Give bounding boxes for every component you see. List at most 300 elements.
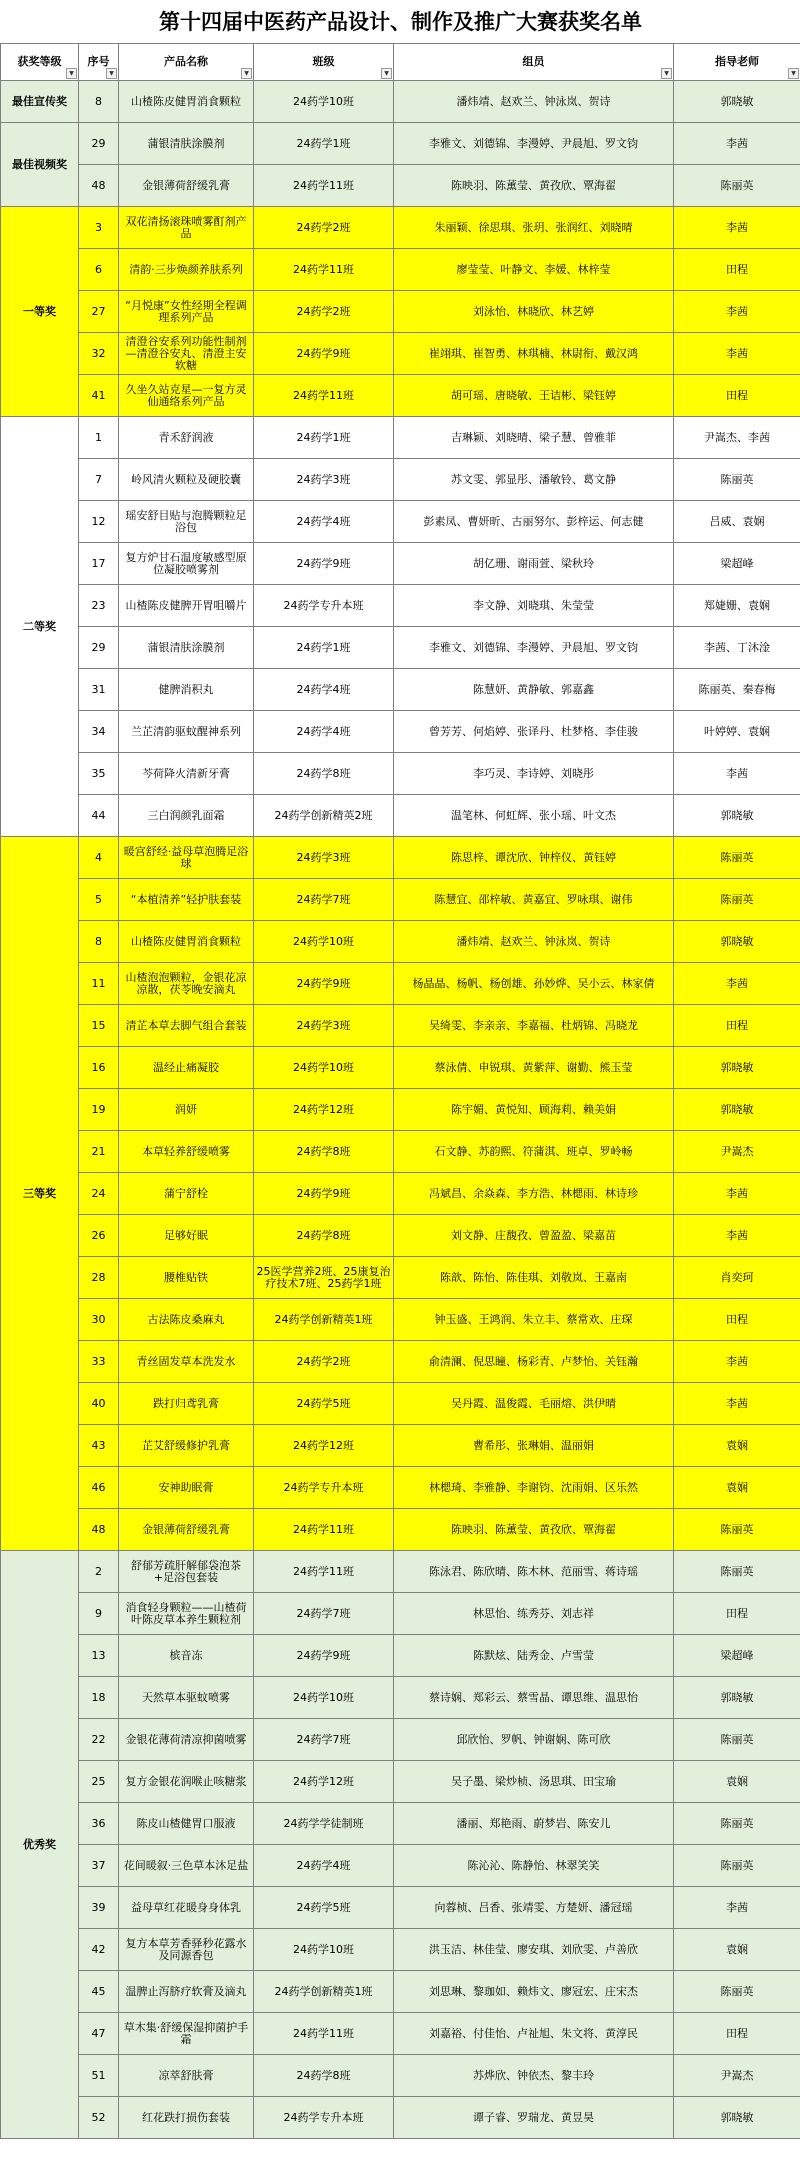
members-cell: 刘思琳、黎珈如、赖炜文、廖冠宏、庄宋杰 — [394, 1971, 674, 2013]
teacher-cell: 陈丽英 — [674, 837, 800, 879]
class-cell: 24药学11班 — [254, 2013, 394, 2055]
members-cell: 曾芳芳、何焰婷、张译丹、杜梦格、李佳骏 — [394, 711, 674, 753]
teacher-cell: 李茜 — [674, 963, 800, 1005]
table-row — [1, 1635, 800, 1677]
serial-number-cell: 2 — [79, 1551, 119, 1593]
filter-dropdown-icon[interactable]: ▼ — [381, 68, 392, 79]
members-cell: 刘泳怡、林晓欣、林艺婷 — [394, 291, 674, 333]
table-row — [1, 1593, 800, 1635]
serial-number-cell: 42 — [79, 1929, 119, 1971]
product-name-cell: 岭风清火颗粒及硬胶囊 — [119, 459, 254, 501]
members-cell: 钟玉盛、王鸿润、朱立丰、蔡常欢、庄琛 — [394, 1299, 674, 1341]
serial-number-cell: 19 — [79, 1089, 119, 1131]
table-row — [1, 1215, 800, 1257]
members-cell: 胡可瑶、唐晓敏、王诘彬、梁钰婷 — [394, 375, 674, 417]
product-name-cell: 温经止痛凝胶 — [119, 1047, 254, 1089]
serial-number-cell: 25 — [79, 1761, 119, 1803]
product-name-cell: 腰椎贴铁 — [119, 1257, 254, 1299]
table-row — [1, 1173, 800, 1215]
teacher-cell: 陈丽英 — [674, 879, 800, 921]
table-row — [1, 1257, 800, 1299]
header-name[interactable]: 产品名称 ▼ — [119, 44, 254, 81]
product-name-cell: 山楂陈皮健脾开胃咀嚼片 — [119, 585, 254, 627]
product-name-cell: 清芷本草去脚气组合套装 — [119, 1005, 254, 1047]
teacher-cell: 陈丽英 — [674, 1551, 800, 1593]
product-name-cell: 复方本草芳香驿秒花露水及同源香包 — [119, 1929, 254, 1971]
teacher-cell: 田程 — [674, 1005, 800, 1047]
table-row — [1, 837, 800, 879]
product-name-cell: 瑶安舒目贴与泡腾颗粒足浴包 — [119, 501, 254, 543]
members-cell: 李雅文、刘德锦、李漫婷、尹晨旭、罗文钧 — [394, 627, 674, 669]
product-name-cell: 红花跌打损伤套装 — [119, 2097, 254, 2139]
class-cell: 24药学7班 — [254, 1719, 394, 1761]
members-cell: 陈映羽、陈薰莹、黄孜欣、覃海翟 — [394, 165, 674, 207]
serial-number-cell: 3 — [79, 207, 119, 249]
teacher-cell: 陈丽英 — [674, 459, 800, 501]
members-cell: 曹希彤、张琳娟、温丽娟 — [394, 1425, 674, 1467]
serial-number-cell: 46 — [79, 1467, 119, 1509]
teacher-cell: 尹嵩杰 — [674, 2055, 800, 2097]
table-row — [1, 375, 800, 417]
class-cell: 24药学10班 — [254, 1929, 394, 1971]
product-name-cell: 天然草本驱蚊喷雾 — [119, 1677, 254, 1719]
table-row — [1, 291, 800, 333]
serial-number-cell: 21 — [79, 1131, 119, 1173]
filter-dropdown-icon[interactable]: ▼ — [241, 68, 252, 79]
serial-number-cell: 11 — [79, 963, 119, 1005]
members-cell: 林楒琦、李雅静、李谢钧、沈雨娟、区乐然 — [394, 1467, 674, 1509]
members-cell: 崔翊琪、崔智勇、林琪楠、林尉衔、戴汉鸿 — [394, 333, 674, 375]
members-cell: 李文静、刘晓琪、朱莹莹 — [394, 585, 674, 627]
teacher-cell: 陈丽英 — [674, 1971, 800, 2013]
award-level-cell: 一等奖 — [1, 207, 79, 417]
serial-number-cell: 32 — [79, 333, 119, 375]
serial-number-cell: 41 — [79, 375, 119, 417]
members-cell: 冯斌昌、余焱森、李方浩、林楒雨、林诗珍 — [394, 1173, 674, 1215]
serial-number-cell: 9 — [79, 1593, 119, 1635]
class-cell: 24药学10班 — [254, 1677, 394, 1719]
teacher-cell: 尹嵩杰、李茜 — [674, 417, 800, 459]
teacher-cell: 田程 — [674, 1593, 800, 1635]
product-name-cell: “月悦康”女性经期全程调理系列产品 — [119, 291, 254, 333]
teacher-cell: 尹嵩杰 — [674, 1131, 800, 1173]
class-cell: 24药学3班 — [254, 1005, 394, 1047]
members-cell: 杨晶晶、杨帆、杨创雄、孙妙烨、吴小云、林家倩 — [394, 963, 674, 1005]
table-row — [1, 501, 800, 543]
table-row — [1, 2055, 800, 2097]
teacher-cell: 袁娴 — [674, 1929, 800, 1971]
product-name-cell: 蒲银清肤涂膜剂 — [119, 627, 254, 669]
table-row — [1, 165, 800, 207]
class-cell: 24药学10班 — [254, 1047, 394, 1089]
table-row — [1, 1971, 800, 2013]
class-cell: 24药学12班 — [254, 1425, 394, 1467]
teacher-cell: 袁娴 — [674, 1761, 800, 1803]
product-name-cell: 安神助眠膏 — [119, 1467, 254, 1509]
product-name-cell: 山楂陈皮健胃消食颗粒 — [119, 921, 254, 963]
class-cell: 24药学7班 — [254, 1593, 394, 1635]
table-row — [1, 123, 800, 165]
product-name-cell: 草木集·舒缓保湿抑菌护手霜 — [119, 2013, 254, 2055]
class-cell: 24药学4班 — [254, 501, 394, 543]
serial-number-cell: 51 — [79, 2055, 119, 2097]
header-teacher[interactable]: 指导老师 ▼ — [674, 44, 800, 81]
product-name-cell: 复方炉甘石温度敏感型原位凝胶喷雾剂 — [119, 543, 254, 585]
table-row — [1, 1341, 800, 1383]
teacher-cell: 郭晓敏 — [674, 1089, 800, 1131]
product-name-cell: 舒郁芳疏肝解郁袋泡茶+足浴包套装 — [119, 1551, 254, 1593]
serial-number-cell: 24 — [79, 1173, 119, 1215]
class-cell: 24药学2班 — [254, 291, 394, 333]
serial-number-cell: 48 — [79, 165, 119, 207]
filter-dropdown-icon[interactable]: ▼ — [661, 68, 672, 79]
members-cell: 洪玉洁、林佳莹、廖安琪、刘欣雯、卢善欣 — [394, 1929, 674, 1971]
product-name-cell: 久坐久站克星—一复方灵仙通络系列产品 — [119, 375, 254, 417]
class-cell: 24药学9班 — [254, 1635, 394, 1677]
serial-number-cell: 28 — [79, 1257, 119, 1299]
class-cell: 24药学5班 — [254, 1887, 394, 1929]
product-name-cell: 跌打归鸢乳膏 — [119, 1383, 254, 1425]
page-title: 第十四届中医药产品设计、制作及推广大赛获奖名单 — [159, 8, 643, 34]
members-cell: 苏烨欣、钟依杰、黎丰玲 — [394, 2055, 674, 2097]
members-cell: 陈思梓、谭沈欣、钟梓仪、黄钰婷 — [394, 837, 674, 879]
teacher-cell: 郭晓敏 — [674, 2097, 800, 2139]
product-name-cell: 青丝固发草本洗发水 — [119, 1341, 254, 1383]
table-row — [1, 1719, 800, 1761]
header-level[interactable]: 获奖等级 ▼ — [1, 44, 79, 81]
table-row — [1, 459, 800, 501]
members-cell: 吉琳颖、刘晓晴、梁子慧、曾雅菲 — [394, 417, 674, 459]
table-row — [1, 249, 800, 291]
table-row — [1, 585, 800, 627]
table-row — [1, 1047, 800, 1089]
class-cell: 24药学11班 — [254, 1551, 394, 1593]
table-row — [1, 417, 800, 459]
table-row — [1, 753, 800, 795]
product-name-cell: 陈皮山楂健胃口服液 — [119, 1803, 254, 1845]
table-row — [1, 81, 800, 123]
product-name-cell: 三白润颜乳面霜 — [119, 795, 254, 837]
teacher-cell: 田程 — [674, 375, 800, 417]
table-row — [1, 1887, 800, 1929]
table-row — [1, 1803, 800, 1845]
members-cell: 陈泳君、陈欣晴、陈木林、范丽雪、蒋诗瑶 — [394, 1551, 674, 1593]
award-level-cell: 最佳宣传奖 — [1, 81, 79, 123]
serial-number-cell: 31 — [79, 669, 119, 711]
product-name-cell: 兰芷清韵驱蚊醒神系列 — [119, 711, 254, 753]
table-row — [1, 1089, 800, 1131]
members-cell: 潘炜靖、赵欢兰、钟泳岚、贺诗 — [394, 921, 674, 963]
header-members[interactable]: 组员 ▼ — [394, 44, 674, 81]
product-name-cell: 山楂泡泡颗粒，金银花凉凉散，茯苓晚安滴丸 — [119, 963, 254, 1005]
table-row — [1, 1383, 800, 1425]
table-row — [1, 1677, 800, 1719]
teacher-cell: 郭晓敏 — [674, 81, 800, 123]
serial-number-cell: 27 — [79, 291, 119, 333]
class-cell: 24药学8班 — [254, 1215, 394, 1257]
members-cell: 陈宇媚、黄悦知、顾海莉、赖美娟 — [394, 1089, 674, 1131]
product-name-cell: 金银薄荷舒缓乳膏 — [119, 165, 254, 207]
table-row — [1, 711, 800, 753]
teacher-cell: 叶婷婷、袁娴 — [674, 711, 800, 753]
teacher-cell: 田程 — [674, 1299, 800, 1341]
table-row — [1, 1005, 800, 1047]
product-name-cell: 蒲宁舒栓 — [119, 1173, 254, 1215]
filter-dropdown-icon[interactable]: ▼ — [788, 68, 799, 79]
members-cell: 陈映羽、陈薰莹、黄孜欣、覃海翟 — [394, 1509, 674, 1551]
class-cell: 24药学11班 — [254, 165, 394, 207]
header-row — [1, 44, 800, 81]
table-row — [1, 1425, 800, 1467]
teacher-cell: 李茜、丁沐淦 — [674, 627, 800, 669]
class-cell: 24药学7班 — [254, 879, 394, 921]
teacher-cell: 袁娴 — [674, 1467, 800, 1509]
product-name-cell: 花间暖叙·三色草本沐足盐 — [119, 1845, 254, 1887]
members-cell: 温笔林、何虹辉、张小瑶、叶文杰 — [394, 795, 674, 837]
class-cell: 24药学4班 — [254, 1845, 394, 1887]
members-cell: 邱欣怡、罗帆、钟谢娴、陈可欣 — [394, 1719, 674, 1761]
class-cell: 24药学2班 — [254, 207, 394, 249]
class-cell: 24药学3班 — [254, 837, 394, 879]
table-row — [1, 879, 800, 921]
serial-number-cell: 8 — [79, 921, 119, 963]
table-row — [1, 669, 800, 711]
product-name-cell: 古法陈皮桑麻丸 — [119, 1299, 254, 1341]
product-name-cell: 金银薄荷舒缓乳膏 — [119, 1509, 254, 1551]
serial-number-cell: 17 — [79, 543, 119, 585]
serial-number-cell: 16 — [79, 1047, 119, 1089]
teacher-cell: 李茜 — [674, 333, 800, 375]
serial-number-cell: 6 — [79, 249, 119, 291]
header-class[interactable]: 班级 ▼ — [254, 44, 394, 81]
members-cell: 陈慧妍、黄静敏、郭嘉鑫 — [394, 669, 674, 711]
product-name-cell: 芷艾舒缓修护乳膏 — [119, 1425, 254, 1467]
members-cell: 蔡诗娴、郑彩云、蔡雪晶、谭思维、温思怡 — [394, 1677, 674, 1719]
teacher-cell: 肖奕珂 — [674, 1257, 800, 1299]
teacher-cell: 李茜 — [674, 1383, 800, 1425]
class-cell: 24药学专升本班 — [254, 2097, 394, 2139]
class-cell: 24药学9班 — [254, 333, 394, 375]
serial-number-cell: 8 — [79, 81, 119, 123]
table-row — [1, 1929, 800, 1971]
serial-number-cell: 22 — [79, 1719, 119, 1761]
class-cell: 24药学10班 — [254, 921, 394, 963]
teacher-cell: 郭晓敏 — [674, 795, 800, 837]
class-cell: 24药学专升本班 — [254, 585, 394, 627]
teacher-cell: 郭晓敏 — [674, 1677, 800, 1719]
serial-number-cell: 18 — [79, 1677, 119, 1719]
teacher-cell: 陈丽英、秦春梅 — [674, 669, 800, 711]
members-cell: 谭子睿、罗瑞龙、黄昱昊 — [394, 2097, 674, 2139]
product-name-cell: 槟音冻 — [119, 1635, 254, 1677]
class-cell: 24药学5班 — [254, 1383, 394, 1425]
serial-number-cell: 26 — [79, 1215, 119, 1257]
product-name-cell: 清韵·三步焕颜养肤系列 — [119, 249, 254, 291]
members-cell: 陈慧宜、邵梓敏、黄嘉宜、罗咏琪、谢伟 — [394, 879, 674, 921]
table-row — [1, 333, 800, 375]
teacher-cell: 李茜 — [674, 753, 800, 795]
table-row — [1, 627, 800, 669]
serial-number-cell: 29 — [79, 627, 119, 669]
members-cell: 吴丹霞、温俊霞、毛丽熔、洪伊晴 — [394, 1383, 674, 1425]
teacher-cell: 陈丽英 — [674, 1509, 800, 1551]
class-cell: 24药学创新精英1班 — [254, 1299, 394, 1341]
teacher-cell: 陈丽英 — [674, 1803, 800, 1845]
serial-number-cell: 45 — [79, 1971, 119, 2013]
teacher-cell: 陈丽英 — [674, 1845, 800, 1887]
product-name-cell: 健脾消积丸 — [119, 669, 254, 711]
members-cell: 胡亿珊、谢雨萱、梁秋玲 — [394, 543, 674, 585]
members-cell: 陈默炫、陆秀金、卢雪莹 — [394, 1635, 674, 1677]
teacher-cell: 田程 — [674, 249, 800, 291]
product-name-cell: 消食轻身颗粒——山楂荷叶陈皮草本养生颗粒剂 — [119, 1593, 254, 1635]
members-cell: 吴绮雯、李亲亲、李嘉福、杜炳锦、冯晓龙 — [394, 1005, 674, 1047]
class-cell: 24药学11班 — [254, 249, 394, 291]
serial-number-cell: 1 — [79, 417, 119, 459]
members-cell: 苏文雯、郭显彤、潘敏铃、葛文静 — [394, 459, 674, 501]
teacher-cell: 李茜 — [674, 123, 800, 165]
serial-number-cell: 35 — [79, 753, 119, 795]
table-row — [1, 1299, 800, 1341]
members-cell: 林思怡、练秀芬、刘志祥 — [394, 1593, 674, 1635]
table-row — [1, 1467, 800, 1509]
serial-number-cell: 23 — [79, 585, 119, 627]
serial-number-cell: 40 — [79, 1383, 119, 1425]
teacher-cell: 李茜 — [674, 207, 800, 249]
class-cell: 25医学营养2班、25康复治疗技术7班、25药学1班 — [254, 1257, 394, 1299]
serial-number-cell: 52 — [79, 2097, 119, 2139]
members-cell: 俞清澜、倪思瞳、杨彩青、卢梦怡、关钰瀚 — [394, 1341, 674, 1383]
class-cell: 24药学9班 — [254, 543, 394, 585]
table-row — [1, 207, 800, 249]
table-row — [1, 921, 800, 963]
class-cell: 24药学12班 — [254, 1089, 394, 1131]
serial-number-cell: 4 — [79, 837, 119, 879]
table-row — [1, 2013, 800, 2055]
members-cell: 潘炜靖、赵欢兰、钟泳岚、贺诗 — [394, 81, 674, 123]
table-row — [1, 543, 800, 585]
members-cell: 陈沁沁、陈静怡、林翠笑笑 — [394, 1845, 674, 1887]
teacher-cell: 李茜 — [674, 291, 800, 333]
serial-number-cell: 29 — [79, 123, 119, 165]
teacher-cell: 郭晓敏 — [674, 921, 800, 963]
product-name-cell: “本植清养”轻护肤套装 — [119, 879, 254, 921]
class-cell: 24药学4班 — [254, 669, 394, 711]
product-name-cell: 复方金银花润喉止咳糖浆 — [119, 1761, 254, 1803]
members-cell: 李雅文、刘德锦、李漫婷、尹晨旭、罗文钧 — [394, 123, 674, 165]
members-cell: 李巧灵、李诗婷、刘晓彤 — [394, 753, 674, 795]
award-level-cell: 二等奖 — [1, 417, 79, 837]
teacher-cell: 李茜 — [674, 1173, 800, 1215]
members-cell: 吴子墨、梁炒桢、汤思琪、田宝瑜 — [394, 1761, 674, 1803]
class-cell: 24药学1班 — [254, 627, 394, 669]
class-cell: 24药学8班 — [254, 2055, 394, 2097]
filter-dropdown-icon[interactable]: ▼ — [66, 68, 77, 79]
class-cell: 24药学8班 — [254, 753, 394, 795]
teacher-cell: 郑婕姗、袁娴 — [674, 585, 800, 627]
serial-number-cell: 37 — [79, 1845, 119, 1887]
table-row — [1, 795, 800, 837]
serial-number-cell: 48 — [79, 1509, 119, 1551]
class-cell: 24药学8班 — [254, 1131, 394, 1173]
members-cell: 向蓉桢、吕香、张靖雯、方楚妍、潘冠瑶 — [394, 1887, 674, 1929]
product-name-cell: 暖宫舒经·益母草泡腾足浴球 — [119, 837, 254, 879]
class-cell: 24药学9班 — [254, 1173, 394, 1215]
members-cell: 潘丽、郑艳雨、蔚梦岩、陈安儿 — [394, 1803, 674, 1845]
teacher-cell: 梁超峰 — [674, 1635, 800, 1677]
filter-dropdown-icon[interactable]: ▼ — [106, 68, 117, 79]
serial-number-cell: 47 — [79, 2013, 119, 2055]
teacher-cell: 郭晓敏 — [674, 1047, 800, 1089]
table-row — [1, 1509, 800, 1551]
class-cell: 24药学专升本班 — [254, 1467, 394, 1509]
product-name-cell: 凉萃舒肤膏 — [119, 2055, 254, 2097]
serial-number-cell: 7 — [79, 459, 119, 501]
product-name-cell: 芩荷降火清新牙膏 — [119, 753, 254, 795]
table-row — [1, 2097, 800, 2139]
product-name-cell: 本草轻养舒缓喷雾 — [119, 1131, 254, 1173]
serial-number-cell: 12 — [79, 501, 119, 543]
product-name-cell: 蒲银清肤涂膜剂 — [119, 123, 254, 165]
class-cell: 24药学11班 — [254, 1509, 394, 1551]
members-cell: 廖莹莹、叶静文、李媛、林梓莹 — [394, 249, 674, 291]
teacher-cell: 吕威、袁娴 — [674, 501, 800, 543]
serial-number-cell: 15 — [79, 1005, 119, 1047]
class-cell: 24药学2班 — [254, 1341, 394, 1383]
product-name-cell: 双花清扬滚珠喷雾酊剂产品 — [119, 207, 254, 249]
teacher-cell: 陈丽英 — [674, 1719, 800, 1761]
class-cell: 24药学11班 — [254, 375, 394, 417]
table-row — [1, 1845, 800, 1887]
members-cell: 蔡泳倩、申锐琪、黄紫萍、谢勤、熊玉莹 — [394, 1047, 674, 1089]
teacher-cell: 李茜 — [674, 1887, 800, 1929]
serial-number-cell: 5 — [79, 879, 119, 921]
teacher-cell: 梁超峰 — [674, 543, 800, 585]
class-cell: 24药学9班 — [254, 963, 394, 1005]
serial-number-cell: 39 — [79, 1887, 119, 1929]
teacher-cell: 李茜 — [674, 1215, 800, 1257]
class-cell: 24药学创新精英2班 — [254, 795, 394, 837]
members-cell: 刘文静、庄馥孜、曾盈盈、梁嘉苗 — [394, 1215, 674, 1257]
product-name-cell: 润妍 — [119, 1089, 254, 1131]
teacher-cell: 李茜 — [674, 1341, 800, 1383]
award-level-cell: 三等奖 — [1, 837, 79, 1551]
teacher-cell: 田程 — [674, 2013, 800, 2055]
award-level-cell: 优秀奖 — [1, 1551, 79, 2139]
product-name-cell: 足够好眠 — [119, 1215, 254, 1257]
product-name-cell: 山楂陈皮健胃消食颗粒 — [119, 81, 254, 123]
serial-number-cell: 34 — [79, 711, 119, 753]
serial-number-cell: 33 — [79, 1341, 119, 1383]
product-name-cell: 青禾舒润液 — [119, 417, 254, 459]
class-cell: 24药学3班 — [254, 459, 394, 501]
class-cell: 24药学12班 — [254, 1761, 394, 1803]
members-cell: 石文静、苏韵熙、符蒲淇、班卓、罗岭畅 — [394, 1131, 674, 1173]
serial-number-cell: 43 — [79, 1425, 119, 1467]
class-cell: 24药学学徒制班 — [254, 1803, 394, 1845]
table-row — [1, 963, 800, 1005]
product-name-cell: 清澄谷安系列功能性制剂—清澄谷安丸、清澄主安软糖 — [119, 333, 254, 375]
award-level-cell: 最佳视频奖 — [1, 123, 79, 207]
serial-number-cell: 30 — [79, 1299, 119, 1341]
teacher-cell: 陈丽英 — [674, 165, 800, 207]
serial-number-cell: 44 — [79, 795, 119, 837]
class-cell: 24药学1班 — [254, 417, 394, 459]
product-name-cell: 益母草红花暖身身体乳 — [119, 1887, 254, 1929]
header-no[interactable]: 序号 ▼ — [79, 44, 119, 81]
class-cell: 24药学4班 — [254, 711, 394, 753]
members-cell: 朱丽颖、徐思琪、张玥、张润红、刘晓晴 — [394, 207, 674, 249]
